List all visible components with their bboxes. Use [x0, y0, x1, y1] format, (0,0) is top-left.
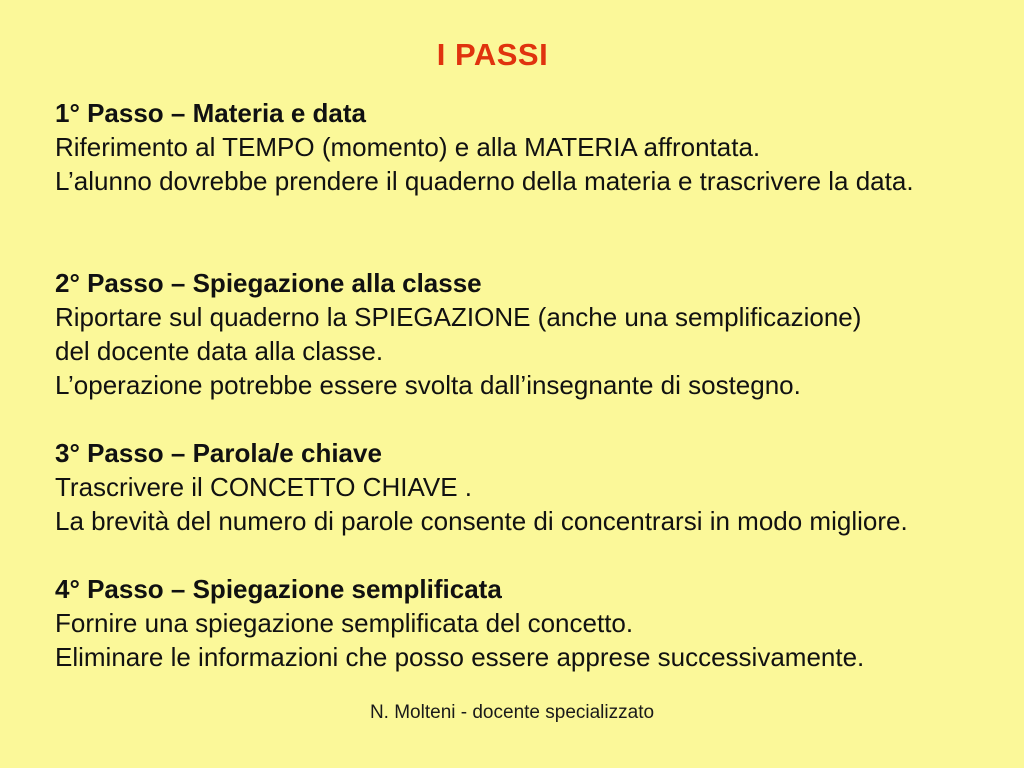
- step-4-line-1: Fornire una spiegazione semplificata del concetto.: [55, 608, 634, 638]
- step-4: [55, 572, 1009, 674]
- step-1: [55, 96, 1009, 198]
- step-1-line-2: L’alunno dovrebbe prendere il quaderno della materia e trascrivere la data.: [55, 166, 914, 196]
- step-1-line-1: Riferimento al TEMPO (momento) e alla MATERIA affrontata.: [55, 132, 761, 162]
- step-2-line-1: Riportare sul quaderno la SPIEGAZIONE (anche una semplificazione): [55, 302, 862, 332]
- step-3: [55, 436, 1009, 538]
- step-3-heading: 3° Passo – Parola/e chiave: [55, 438, 382, 468]
- slide-body: [55, 96, 1009, 674]
- step-4-line-2: Eliminare le informazioni che posso essere apprese successivamente.: [55, 642, 865, 672]
- step-3-line-2: La brevità del numero di parole consente di concentrarsi in modo migliore.: [55, 506, 908, 536]
- step-2: [55, 266, 1009, 402]
- step-2-heading: 2° Passo – Spiegazione alla classe: [55, 268, 482, 298]
- slide-title: I PASSI: [436, 37, 549, 72]
- step-1-heading: 1° Passo – Materia e data: [55, 98, 366, 128]
- step-3-line-1: Trascrivere il CONCETTO CHIAVE .: [55, 472, 473, 502]
- step-2-line-2: del docente data alla classe.: [55, 336, 384, 366]
- slide-footer-credit: N. Molteni - docente specializzato: [369, 702, 655, 723]
- step-2-line-3: L’operazione potrebbe essere svolta dall’insegnante di sostegno.: [55, 370, 801, 400]
- step-4-heading: 4° Passo – Spiegazione semplificata: [55, 574, 502, 604]
